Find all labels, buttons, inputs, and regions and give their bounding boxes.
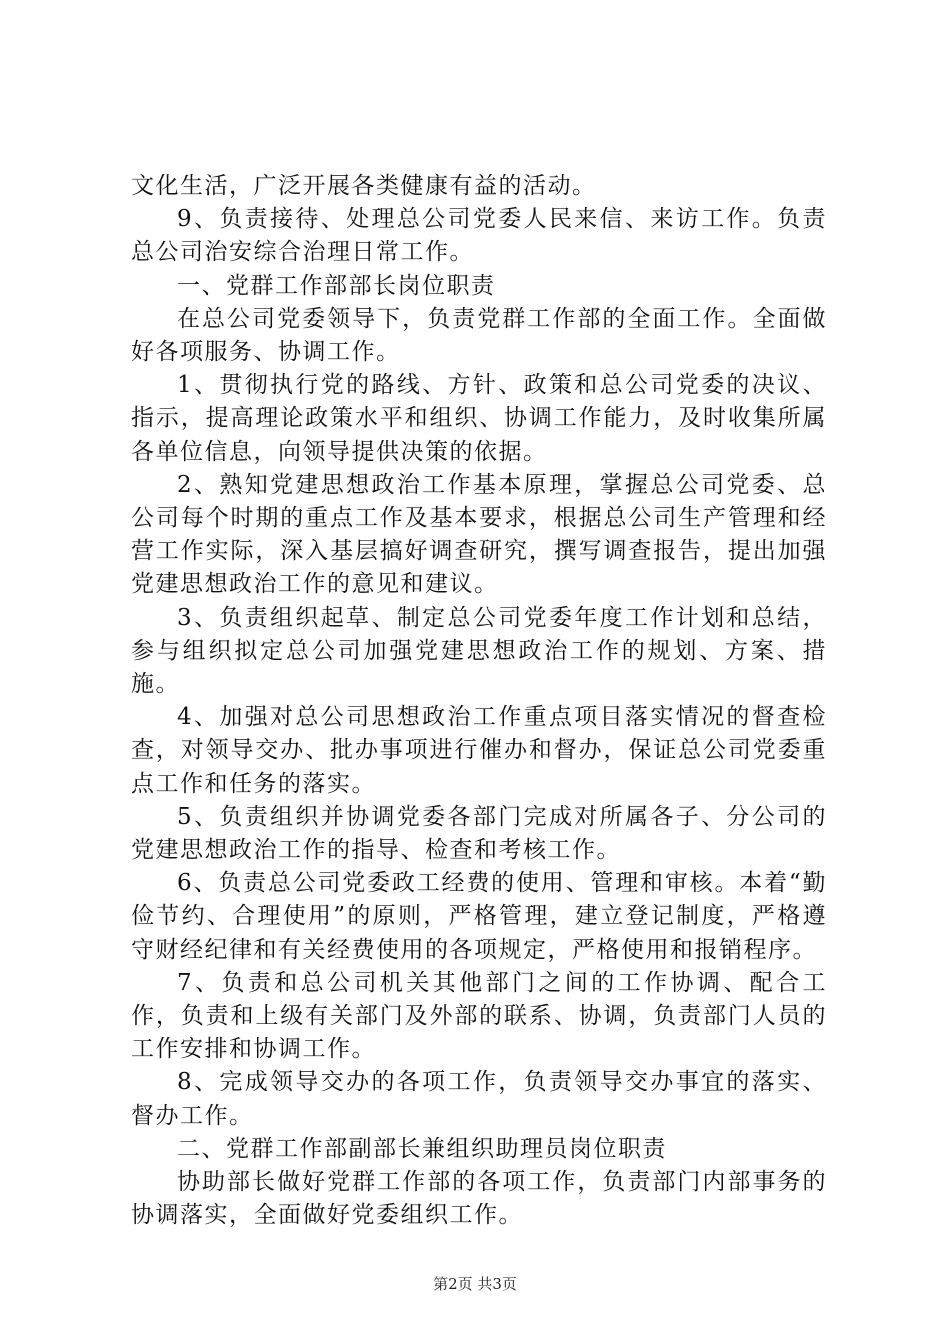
page-number-footer: 第2页 共3页 <box>433 1275 517 1293</box>
paragraph-duty-3: 3、负责组织起草、制定总公司党委年度工作计划和总结，参与组织拟定总公司加强党建思想政治工作的规划、方案、措施。 <box>131 604 827 698</box>
paragraph-duty-1: 1、贯彻执行党的路线、方针、政策和总公司党委的决议、指示，提高理论政策水平和组织、协调工作能力，及时收集所属各单位信息，向领导提供决策的依据。 <box>131 372 827 465</box>
paragraph-duty-7: 7、负责和总公司机关其他部门之间的工作协调、配合工作，负责和上级有关部门及外部的联系、协调，负责部门人员的工作安排和协调工作。 <box>131 969 827 1063</box>
section-heading-director: 一、党群工作部部长岗位职责 <box>177 272 496 299</box>
document-body <box>131 170 827 1233</box>
paragraph-duty-4: 4、加强对总公司思想政治工作重点项目落实情况的督查检查，对领导交办、批办事项进行催办和督办，保证总公司党委重点工作和任务的落实。 <box>131 704 827 797</box>
paragraph-duty-6: 6、负责总公司党委政工经费的使用、管理和审核。本着“勤俭节约、合理使用”的原则，严格管理，建立登记制度，严格遵守财经纪律和有关经费使用的各项规定，严格使用和报销程序。 <box>131 870 827 963</box>
paragraph-continuation: 文化生活，广泛开展各类健康有益的活动。 <box>131 173 597 199</box>
paragraph-director-intro: 在总公司党委领导下，负责党群工作部的全面工作。全面做好各项服务、协调工作。 <box>131 305 827 366</box>
paragraph-duty-5: 5、负责组织并协调党委各部门完成对所属各子、分公司的党建思想政治工作的指导、检查和考核工作。 <box>131 803 827 864</box>
paragraph-duty-8: 8、完成领导交办的各项工作，负责领导交办事宜的落实、督办工作。 <box>131 1069 827 1129</box>
paragraph-duty-2: 2、熟知党建思想政治工作基本原理，掌握总公司党委、总公司每个时期的重点工作及基本要求，根据总公司生产管理和经营工作实际，深入基层搞好调查研究，撰写调查报告，提出加强党建思想政治工作的意见和建议。 <box>131 471 827 598</box>
paragraph-item-9: 9、负责接待、处理总公司党委人民来信、来访工作。负责总公司治安综合治理日常工作。 <box>131 206 827 266</box>
section-heading-deputy: 二、党群工作部副部长兼组织助理员岗位职责 <box>177 1135 667 1162</box>
paragraph-deputy-intro: 协助部长做好党群工作部的各项工作，负责部门内部事务的协调落实，全面做好党委组织工作。 <box>131 1169 827 1229</box>
